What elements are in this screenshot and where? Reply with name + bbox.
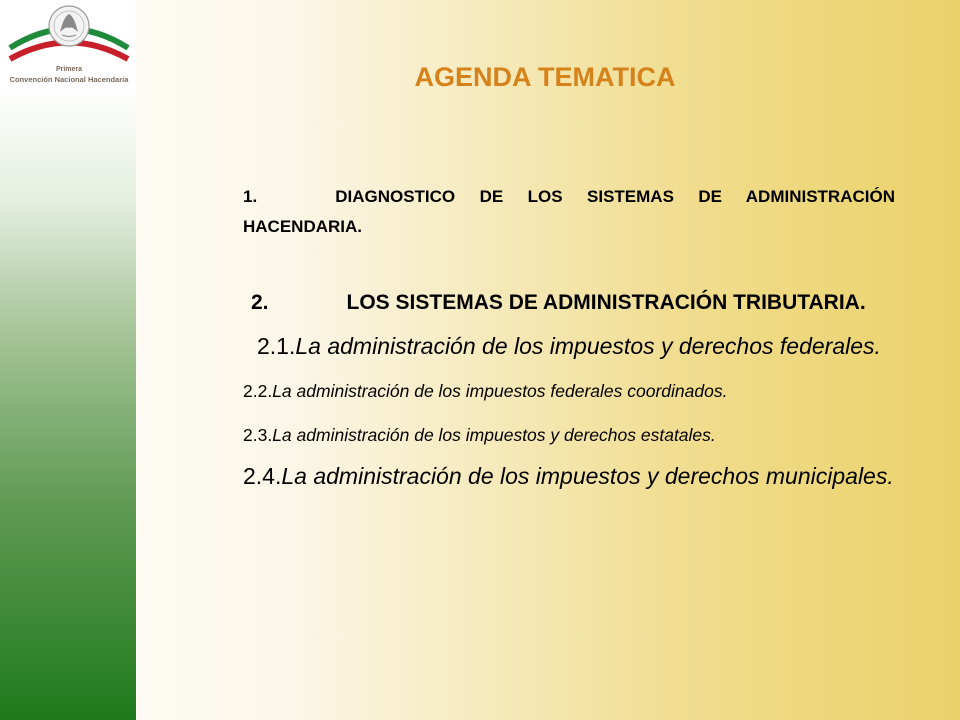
agenda-item-text: La administración de los impuestos y derechos estatales. bbox=[272, 425, 716, 445]
agenda-subitem-2-2 bbox=[243, 378, 895, 404]
agenda-item-text: La administración de los impuestos y derechos municipales. bbox=[281, 463, 894, 489]
logo-text-primera: Primera bbox=[55, 66, 83, 73]
agenda-item-1 bbox=[243, 182, 895, 242]
agenda-item-number: 1. bbox=[243, 187, 258, 206]
side-gradient-bar bbox=[0, 0, 136, 720]
agenda-item-text: La administración de los impuestos y derechos federales. bbox=[295, 333, 881, 359]
agenda-item-text: LOS SISTEMAS DE ADMINISTRACIÓN TRIBUTARIA. bbox=[346, 291, 866, 314]
agenda-list bbox=[243, 182, 895, 492]
agenda-item-text: La administración de los impuestos federales coordinados. bbox=[272, 381, 728, 401]
agenda-item-number: 2.2. bbox=[243, 381, 273, 401]
page-title: AGENDA TEMATICA bbox=[414, 62, 676, 92]
logo-text-convention: Convención Nacional Hacendaria bbox=[9, 75, 129, 84]
agenda-item-number: 2. bbox=[251, 291, 269, 314]
agenda-item-text: DIAGNOSTICO DE LOS SISTEMAS DE ADMINISTRACIÓN HACENDARIA. bbox=[243, 187, 895, 236]
agenda-item-number: 2.3. bbox=[243, 425, 273, 445]
agenda-subitem-2-1 bbox=[243, 330, 895, 362]
agenda-item-number: 2.1. bbox=[257, 333, 296, 359]
agenda-item-number: 2.4. bbox=[243, 463, 282, 489]
eagle-emblem-icon bbox=[2, 2, 136, 66]
agenda-subitem-2-3 bbox=[243, 422, 895, 448]
agenda-subitem-2-4 bbox=[243, 460, 895, 492]
convention-logo bbox=[2, 2, 136, 92]
agenda-item-2 bbox=[243, 286, 895, 320]
